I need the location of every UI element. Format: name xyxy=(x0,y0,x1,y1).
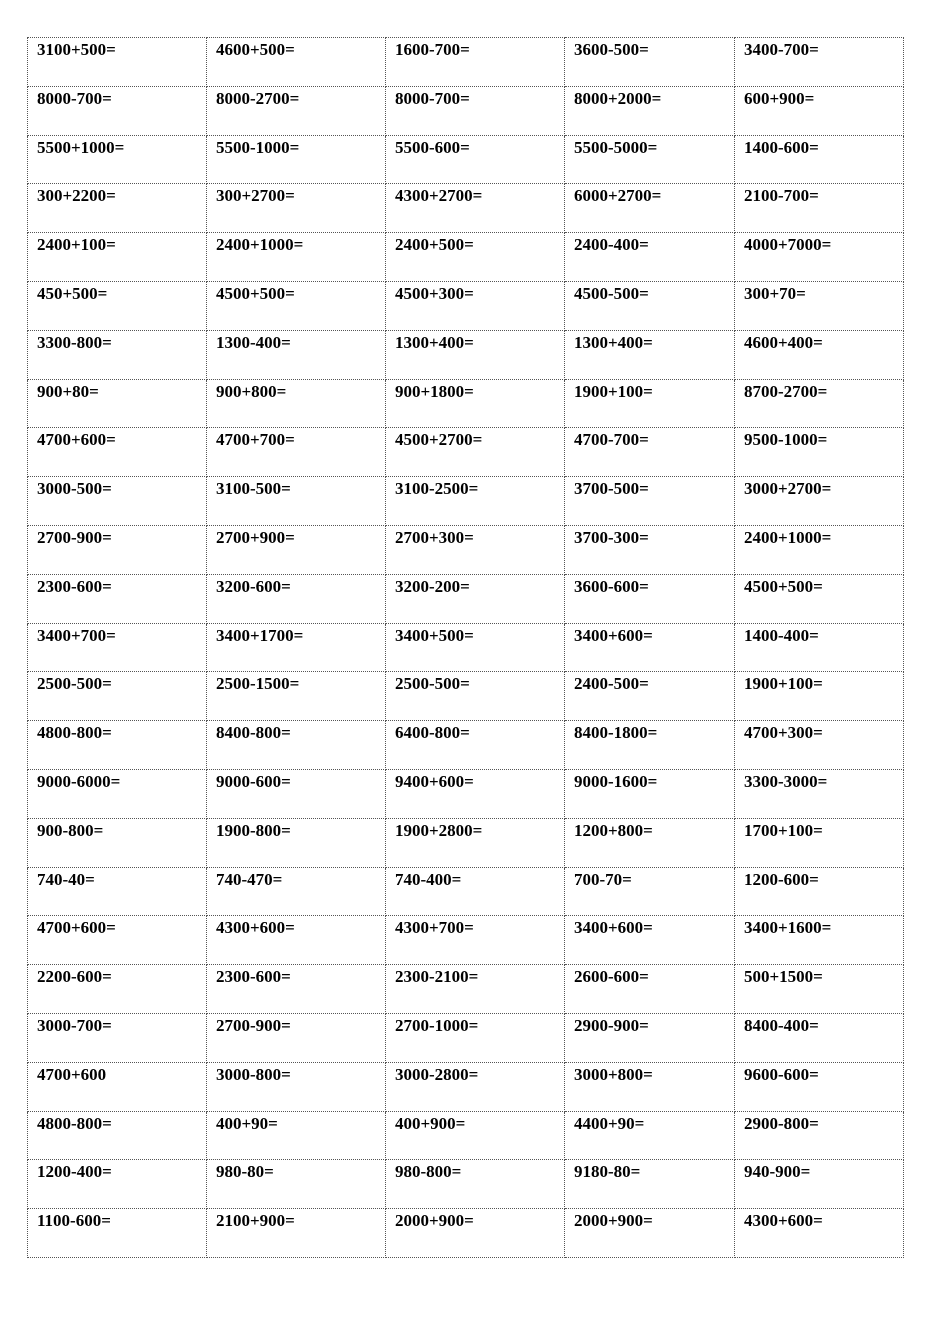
problem-cell: 2500-1500= xyxy=(207,672,386,721)
problem-cell: 1400-600= xyxy=(735,135,904,184)
problem-cell: 3000-2800= xyxy=(386,1062,565,1111)
problem-cell: 2600-600= xyxy=(565,965,735,1014)
problem-cell: 900-800= xyxy=(28,818,207,867)
problem-cell: 3000-500= xyxy=(28,477,207,526)
problem-cell: 8000-700= xyxy=(386,86,565,135)
problem-cell: 3700-500= xyxy=(565,477,735,526)
problem-cell: 1700+100= xyxy=(735,818,904,867)
problem-cell: 2700+900= xyxy=(207,525,386,574)
problem-cell: 4600+400= xyxy=(735,330,904,379)
problem-cell: 500+1500= xyxy=(735,965,904,1014)
table-row xyxy=(28,38,904,87)
problem-cell: 2200-600= xyxy=(28,965,207,1014)
problem-cell: 1200-400= xyxy=(28,1160,207,1209)
problem-cell: 3100+500= xyxy=(28,38,207,87)
table-row xyxy=(28,233,904,282)
table-row xyxy=(28,818,904,867)
problem-cell: 4600+500= xyxy=(207,38,386,87)
problem-cell: 2700-1000= xyxy=(386,1013,565,1062)
problem-cell: 3000+800= xyxy=(565,1062,735,1111)
problem-cell: 2500-500= xyxy=(386,672,565,721)
problem-cell: 300+70= xyxy=(735,281,904,330)
problem-cell: 9500-1000= xyxy=(735,428,904,477)
problem-cell: 4500+300= xyxy=(386,281,565,330)
problem-cell: 6400-800= xyxy=(386,721,565,770)
table-row xyxy=(28,428,904,477)
problem-cell: 740-40= xyxy=(28,867,207,916)
problem-cell: 1200+800= xyxy=(565,818,735,867)
problem-cell: 1300-400= xyxy=(207,330,386,379)
problem-cell: 4300+2700= xyxy=(386,184,565,233)
problem-cell: 8400-400= xyxy=(735,1013,904,1062)
problem-cell: 2900-900= xyxy=(565,1013,735,1062)
problem-cell: 4700+600= xyxy=(28,428,207,477)
problem-cell: 2000+900= xyxy=(565,1209,735,1258)
problem-cell: 8000-2700= xyxy=(207,86,386,135)
problem-cell: 4000+7000= xyxy=(735,233,904,282)
problem-cell: 2400+1000= xyxy=(735,525,904,574)
problem-cell: 4300+600= xyxy=(207,916,386,965)
problem-cell: 2100-700= xyxy=(735,184,904,233)
problem-cell: 3400+600= xyxy=(565,916,735,965)
problem-cell: 980-800= xyxy=(386,1160,565,1209)
problem-cell: 900+80= xyxy=(28,379,207,428)
problem-cell: 3100-2500= xyxy=(386,477,565,526)
problem-cell: 740-400= xyxy=(386,867,565,916)
problem-cell: 2700-900= xyxy=(28,525,207,574)
table-row xyxy=(28,867,904,916)
problem-cell: 600+900= xyxy=(735,86,904,135)
problem-cell: 8000-700= xyxy=(28,86,207,135)
table-row xyxy=(28,1111,904,1160)
problem-cell: 4800-800= xyxy=(28,1111,207,1160)
problem-cell: 2300-2100= xyxy=(386,965,565,1014)
problem-cell: 3400+1600= xyxy=(735,916,904,965)
problem-cell: 300+2200= xyxy=(28,184,207,233)
table-row xyxy=(28,916,904,965)
problem-cell: 4700+600 xyxy=(28,1062,207,1111)
problem-cell: 3300-3000= xyxy=(735,769,904,818)
problem-cell: 1200-600= xyxy=(735,867,904,916)
table-row xyxy=(28,1160,904,1209)
problem-cell: 9180-80= xyxy=(565,1160,735,1209)
problem-cell: 300+2700= xyxy=(207,184,386,233)
problem-cell: 2700+300= xyxy=(386,525,565,574)
problem-cell: 2400-500= xyxy=(565,672,735,721)
problem-cell: 9000-600= xyxy=(207,769,386,818)
problem-cell: 2100+900= xyxy=(207,1209,386,1258)
problem-cell: 900+1800= xyxy=(386,379,565,428)
problem-cell: 2400+100= xyxy=(28,233,207,282)
problem-cell: 4500+500= xyxy=(735,574,904,623)
problem-cell: 3700-300= xyxy=(565,525,735,574)
table-row xyxy=(28,135,904,184)
problem-cell: 900+800= xyxy=(207,379,386,428)
problem-cell: 5500-5000= xyxy=(565,135,735,184)
problem-cell: 3000+2700= xyxy=(735,477,904,526)
problem-cell: 2900-800= xyxy=(735,1111,904,1160)
problem-cell: 9400+600= xyxy=(386,769,565,818)
problem-cell: 8400-800= xyxy=(207,721,386,770)
problem-cell: 1300+400= xyxy=(386,330,565,379)
problem-cell: 3300-800= xyxy=(28,330,207,379)
problem-cell: 3400+1700= xyxy=(207,623,386,672)
problem-cell: 940-900= xyxy=(735,1160,904,1209)
problem-cell: 3200-600= xyxy=(207,574,386,623)
problem-cell: 9600-600= xyxy=(735,1062,904,1111)
problem-cell: 1600-700= xyxy=(386,38,565,87)
problem-cell: 2300-600= xyxy=(28,574,207,623)
problem-cell: 8700-2700= xyxy=(735,379,904,428)
problem-cell: 450+500= xyxy=(28,281,207,330)
table-row xyxy=(28,281,904,330)
problem-cell: 4400+90= xyxy=(565,1111,735,1160)
problem-cell: 400+900= xyxy=(386,1111,565,1160)
problem-cell: 740-470= xyxy=(207,867,386,916)
worksheet-body xyxy=(28,38,904,1258)
problem-cell: 8400-1800= xyxy=(565,721,735,770)
table-row xyxy=(28,477,904,526)
problem-cell: 4700+600= xyxy=(28,916,207,965)
problem-cell: 1900+2800= xyxy=(386,818,565,867)
problem-cell: 8000+2000= xyxy=(565,86,735,135)
problem-cell: 3000-700= xyxy=(28,1013,207,1062)
problem-cell: 3000-800= xyxy=(207,1062,386,1111)
problem-cell: 1900+100= xyxy=(735,672,904,721)
table-row xyxy=(28,769,904,818)
table-row xyxy=(28,184,904,233)
table-row xyxy=(28,623,904,672)
problem-cell: 9000-6000= xyxy=(28,769,207,818)
problem-cell: 4700+700= xyxy=(207,428,386,477)
problem-cell: 2700-900= xyxy=(207,1013,386,1062)
table-row xyxy=(28,1013,904,1062)
problem-cell: 1900-800= xyxy=(207,818,386,867)
problem-cell: 4700-700= xyxy=(565,428,735,477)
problem-cell: 3100-500= xyxy=(207,477,386,526)
problem-cell: 3600-500= xyxy=(565,38,735,87)
problem-cell: 4500+2700= xyxy=(386,428,565,477)
problem-cell: 1900+100= xyxy=(565,379,735,428)
problem-cell: 1400-400= xyxy=(735,623,904,672)
problem-cell: 5500-600= xyxy=(386,135,565,184)
problem-cell: 4500-500= xyxy=(565,281,735,330)
table-row xyxy=(28,574,904,623)
problem-cell: 3400-700= xyxy=(735,38,904,87)
table-row xyxy=(28,86,904,135)
problem-cell: 2000+900= xyxy=(386,1209,565,1258)
problem-cell: 980-80= xyxy=(207,1160,386,1209)
problem-cell: 3400+600= xyxy=(565,623,735,672)
table-row xyxy=(28,721,904,770)
problem-cell: 4300+600= xyxy=(735,1209,904,1258)
problem-cell: 5500+1000= xyxy=(28,135,207,184)
problem-cell: 3200-200= xyxy=(386,574,565,623)
problem-cell: 4800-800= xyxy=(28,721,207,770)
table-row xyxy=(28,330,904,379)
math-worksheet-table xyxy=(27,37,904,1258)
problem-cell: 2400+1000= xyxy=(207,233,386,282)
problem-cell: 4300+700= xyxy=(386,916,565,965)
problem-cell: 3400+500= xyxy=(386,623,565,672)
problem-cell: 1100-600= xyxy=(28,1209,207,1258)
problem-cell: 2400-400= xyxy=(565,233,735,282)
problem-cell: 2500-500= xyxy=(28,672,207,721)
problem-cell: 2300-600= xyxy=(207,965,386,1014)
table-row xyxy=(28,525,904,574)
problem-cell: 4500+500= xyxy=(207,281,386,330)
table-row xyxy=(28,672,904,721)
table-row xyxy=(28,379,904,428)
problem-cell: 1300+400= xyxy=(565,330,735,379)
problem-cell: 9000-1600= xyxy=(565,769,735,818)
problem-cell: 6000+2700= xyxy=(565,184,735,233)
problem-cell: 400+90= xyxy=(207,1111,386,1160)
problem-cell: 3400+700= xyxy=(28,623,207,672)
table-row xyxy=(28,965,904,1014)
problem-cell: 700-70= xyxy=(565,867,735,916)
problem-cell: 3600-600= xyxy=(565,574,735,623)
table-row xyxy=(28,1062,904,1111)
problem-cell: 2400+500= xyxy=(386,233,565,282)
table-row xyxy=(28,1209,904,1258)
problem-cell: 5500-1000= xyxy=(207,135,386,184)
problem-cell: 4700+300= xyxy=(735,721,904,770)
